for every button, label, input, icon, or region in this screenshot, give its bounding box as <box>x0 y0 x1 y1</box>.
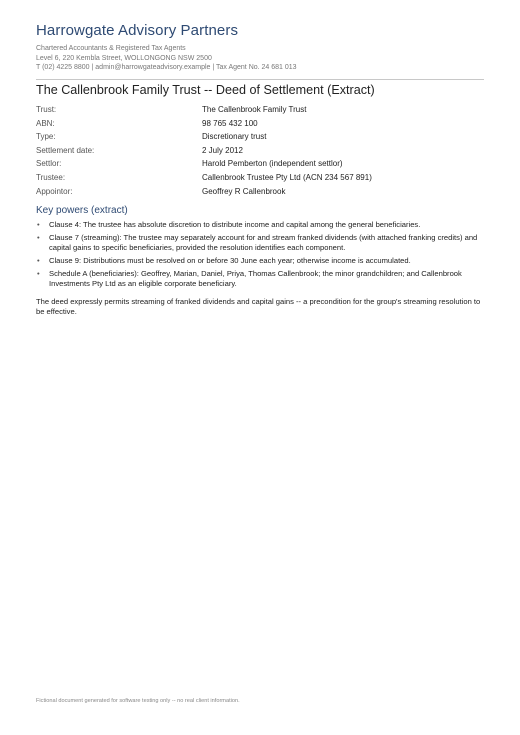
document-page <box>36 0 484 735</box>
field-label: Type: <box>36 132 56 142</box>
firm-address: Level 6, 220 Kembla Street, WOLLONGONG NSW 2500 <box>36 54 212 62</box>
field-label: ABN: <box>36 118 55 128</box>
bullet-icon: • <box>37 256 40 265</box>
firm-name: Harrowgate Advisory Partners <box>36 22 239 39</box>
section-heading-key-powers: Key powers (extract) <box>36 205 128 216</box>
firm-contact-line: T (02) 4225 8800 | admin@harrowgateadvisory.example | Tax Agent No. 24 681 013 <box>36 64 297 72</box>
field-label: Settlement date: <box>36 145 95 155</box>
closing-paragraph: The deed expressly permits streaming of franked dividends and capital gains -- a precondition for the group's streaming resolution to be effective. <box>36 297 481 317</box>
letterhead-divider <box>36 79 484 80</box>
key-powers-list <box>36 220 484 292</box>
field-row-appointor <box>36 185 484 199</box>
field-label: Trustee: <box>36 172 66 182</box>
bullet-icon: • <box>37 268 40 278</box>
field-label: Settlor: <box>36 159 62 169</box>
trust-details-table <box>36 103 484 198</box>
field-row-abn <box>36 117 484 131</box>
field-value: The Callenbrook Family Trust <box>202 105 307 114</box>
field-value: Discretionary trust <box>202 132 267 142</box>
list-item-text: Clause 9: Distributions must be resolved on or before 30 June each year; otherwise income is accumulated. <box>49 256 411 265</box>
field-row-settlor <box>36 157 484 171</box>
field-row-settlement-date <box>36 144 484 158</box>
field-value: Harold Pemberton (independent settlor) <box>202 159 343 169</box>
bullet-icon: • <box>37 220 40 229</box>
bullet-icon: • <box>37 232 40 242</box>
document-title: The Callenbrook Family Trust -- Deed of Settlement (Extract) <box>36 83 375 97</box>
field-value: 98 765 432 100 <box>202 118 258 128</box>
field-row-trust <box>36 103 484 117</box>
field-row-trustee <box>36 171 484 185</box>
field-label: Trust: <box>36 105 57 114</box>
field-value: Callenbrook Trustee Pty Ltd (ACN 234 567 891) <box>202 172 372 182</box>
footer-note: Fictional document generated for software testing only -- no real client information. <box>36 698 240 704</box>
list-item <box>36 220 484 230</box>
list-item-text: Schedule A (beneficiaries): Geoffrey, Marian, Daniel, Priya, Thomas Callenbrook; the minor grandchildren; and Callenbrook Investments Pty Ltd as an eligible corporate beneficiary. <box>49 268 462 289</box>
field-row-type <box>36 130 484 144</box>
list-item <box>36 256 484 266</box>
list-item <box>36 233 484 254</box>
field-value: 2 July 2012 <box>202 145 243 155</box>
field-value: Geoffrey R Callenbrook <box>202 186 286 196</box>
list-item <box>36 269 484 290</box>
list-item-text: Clause 7 (streaming): The trustee may separately account for and stream franked dividends (with attached franking credits) and capital gains to specific beneficiaries, provided the resolution identifies each component. <box>49 232 478 253</box>
firm-contact-block <box>36 44 297 73</box>
field-label: Appointor: <box>36 186 73 196</box>
firm-description: Chartered Accountants & Registered Tax Agents <box>36 45 186 52</box>
list-item-text: Clause 4: The trustee has absolute discretion to distribute income and capital among the general beneficiaries. <box>49 220 421 229</box>
